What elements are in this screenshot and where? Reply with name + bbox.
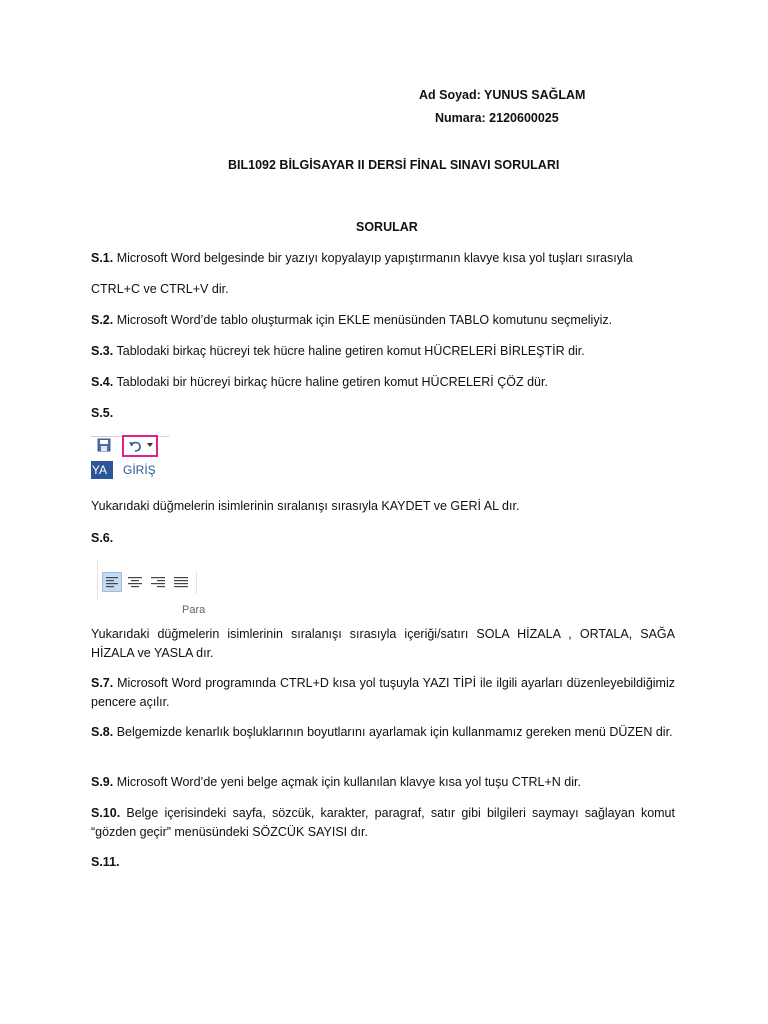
align-center-icon (125, 572, 145, 592)
question-5-answer (91, 497, 675, 516)
save-icon (97, 438, 111, 452)
divider (196, 572, 197, 594)
group-label-paragraph: Para (182, 604, 206, 616)
question-label: S.1. (91, 251, 114, 265)
undo-button-highlight (122, 435, 158, 457)
question-text: Microsoft Word belgesinde bir yazıyı kopyalayıp yapıştırmanın klavye kısa yol tuşları sırasıyla (113, 251, 633, 265)
name-line: Ad Soyad: YUNUS SAĞLAM (419, 88, 586, 102)
question-11 (91, 853, 675, 872)
question-text: Microsoft Word’de yeni belge açmak için kullanılan klavye kısa yol tuşu CTRL+N dir. (113, 775, 581, 789)
align-left-icon (102, 572, 122, 592)
question-text: Microsoft Word programında CTRL+D kısa yol tuşuyla YAZI TİPİ ile ilgili ayarları düzenleyebildiğimiz pencere açılır. (91, 676, 675, 709)
question-label: S.6. (91, 531, 114, 545)
ribbon-tab-home: GİRİŞ (123, 463, 156, 477)
question-label: S.4. (91, 375, 114, 389)
question-2 (91, 311, 675, 330)
justify-icon (171, 572, 191, 592)
question-1-continued (91, 280, 675, 299)
number-line: Numara: 2120600025 (435, 111, 559, 125)
question-text: Belge içerisindeki sayfa, sözcük, karakter, paragraf, satır gibi bilgileri saymayı sağlayan komut “gözden geçir” menüsündeki SÖZCÜK SAYISI dır. (91, 806, 675, 839)
chevron-down-icon (147, 443, 153, 447)
question-7 (91, 674, 675, 712)
align-right-icon (148, 572, 168, 592)
question-6-answer (91, 625, 675, 663)
question-6 (91, 529, 675, 548)
question-text: Yukarıdaki düğmelerin isimlerinin sıralanışı sırasıyla içeriği/satırı SOLA HİZALA , ORTALA, SAĞA HİZALA ve YASLA dır. (91, 627, 675, 660)
quick-access-toolbar-image (91, 433, 201, 481)
question-text: Belgemizde kenarlık boşluklarının boyutlarını ayarlamak için kullanmamız gereken menü DÜZEN dir. (113, 725, 673, 739)
question-4 (91, 373, 675, 392)
question-8 (91, 723, 675, 742)
question-5 (91, 404, 675, 423)
question-label: S.7. (91, 676, 114, 690)
question-1 (91, 249, 675, 268)
question-label: S.3. (91, 344, 114, 358)
question-label: S.2. (91, 313, 114, 327)
question-text: Microsoft Word’de tablo oluşturmak için EKLE menüsünden TABLO komutunu seçmeliyiz. (113, 313, 613, 327)
section-title: SORULAR (356, 220, 418, 234)
question-label: S.9. (91, 775, 114, 789)
question-9 (91, 773, 675, 792)
question-text: Tablodaki bir hücreyi birkaç hücre haline getiren komut HÜCRELERİ ÇÖZ dür. (113, 375, 548, 389)
question-label: S.10. (91, 806, 121, 820)
question-3 (91, 342, 675, 361)
question-label: S.5. (91, 406, 114, 420)
question-text: Tablodaki birkaç hücreyi tek hücre haline getiren komut HÜCRELERİ BİRLEŞTİR dir. (113, 344, 585, 358)
question-text: Yukarıdaki düğmelerin isimlerinin sıralanışı sırasıyla KAYDET ve GERİ AL dır. (91, 499, 520, 513)
exam-title: BIL1092 BİLGİSAYAR II DERSİ FİNAL SINAVI SORULARI (228, 158, 560, 172)
question-label: S.11. (91, 855, 120, 869)
question-10 (91, 804, 675, 842)
paragraph-alignment-image (97, 560, 217, 622)
question-text: CTRL+C ve CTRL+V dir. (91, 282, 229, 296)
undo-icon (128, 439, 144, 453)
question-label: S.8. (91, 725, 114, 739)
ribbon-tab-fragment: YA (91, 461, 113, 479)
divider (97, 560, 98, 600)
